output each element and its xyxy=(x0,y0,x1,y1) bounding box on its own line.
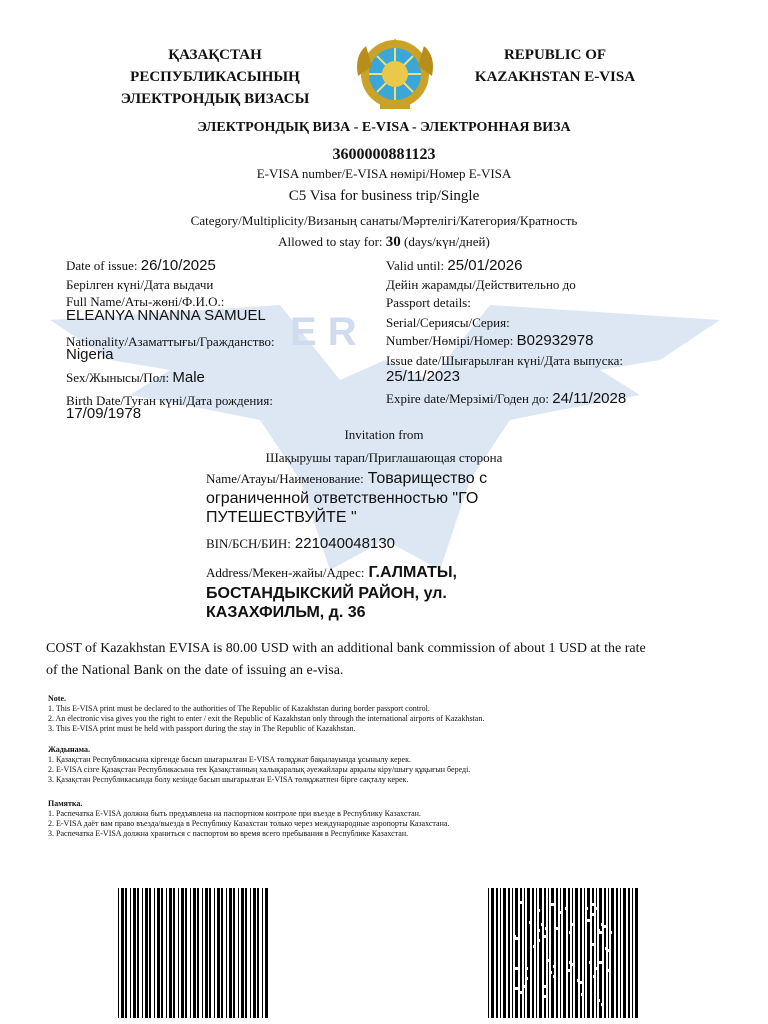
date-of-issue-value: 26/10/2025 xyxy=(140,257,216,274)
address-label: Address/Мекен-жайы/Адрес: xyxy=(206,565,365,580)
bin-label: BIN/БСН/БИН: xyxy=(206,536,291,551)
header-left xyxy=(100,44,330,110)
kazakhstan-state-emblem-icon xyxy=(352,36,438,112)
invitation-from-label: Invitation from xyxy=(344,427,424,442)
passport-number-label: Number/Нөмірі/Номер: xyxy=(386,333,514,348)
address-line: КАЗАХФИЛЬМ, д. 36 xyxy=(206,604,366,621)
birth-date-value: 17/09/1978 xyxy=(66,405,142,422)
header-left-line: ЭЛЕКТРОНДЫҚ ВИЗАСЫ xyxy=(120,91,310,107)
note-item: 1. This E-VISA print must be declared to the authorities of The Republic of Kazakhstan during border passport control. xyxy=(48,704,430,713)
passport-details-label: Passport details: xyxy=(386,295,471,310)
note-item: 2. An electronic visa gives you the right to enter / exit the Republic of Kazakhstan only through the international airports of Kazakhstan. xyxy=(48,714,485,723)
visa-number: 3600000881123 xyxy=(332,146,436,163)
note-heading: Note. xyxy=(48,694,66,703)
bin-value: 221040048130 xyxy=(294,535,396,552)
passport-issue-date-value: 25/11/2023 xyxy=(386,368,460,385)
valid-until-label-ru: Дейін жарамды/Действительно до xyxy=(386,277,576,292)
inviting-party-label: Шақырушы тарап/Приглашающая сторона xyxy=(265,450,503,465)
note-heading: Памятка. xyxy=(48,799,83,808)
sex-value: Male xyxy=(172,369,205,386)
sex-label: Sex/Жынысы/Пол: xyxy=(66,370,170,385)
passport-expire-label: Expire date/Мерзімі/Годен до: xyxy=(386,391,549,406)
date-of-issue xyxy=(66,258,216,274)
header-right-line: KAZAKHSTAN E-VISA xyxy=(474,69,636,85)
address-field xyxy=(206,562,457,584)
note-block-kz xyxy=(48,745,728,785)
header-left-line: ҚАЗАҚСТАН xyxy=(168,47,262,63)
note-item: 3. This E-VISA print must be held with passport during the stay in The Republic of Kazakhstan. xyxy=(48,724,356,733)
visa-type: C5 Visa for business trip/Single xyxy=(288,188,480,204)
note-block-en xyxy=(48,694,728,734)
nationality-label: Nationality/Азаматтығы/Гражданство: xyxy=(66,334,275,349)
valid-until xyxy=(386,258,522,274)
inviting-party-name xyxy=(206,470,546,488)
barcode-right-icon xyxy=(488,888,638,1018)
note-block-ru xyxy=(48,799,728,839)
category-label: Category/Multiplicity/Визаның санаты/Мәртелігі/Категория/Кратность xyxy=(190,213,578,228)
inviting-party-name-line: ограниченной ответственностью "ГО xyxy=(206,490,479,507)
svg-text:E R: E R xyxy=(290,310,357,354)
header-right xyxy=(455,44,655,88)
inviting-party-name-line: ПУТЕШЕСТВУЙТЕ " xyxy=(206,509,357,526)
passport-number xyxy=(386,333,593,349)
note-item: 2. E-VISA сізге Қазақстан Республикасына тек Қазақстанның халықаралық әуежайлары арқылы кіру/шығу құқығын береді. xyxy=(48,765,471,774)
birth-date-label: Birth Date/Туған күні/Дата рождения: xyxy=(66,393,273,408)
inviting-party-name-line: Товарищество с xyxy=(367,470,488,487)
full-name-label: Full Name/Аты-жөні/Ф.И.О.: xyxy=(66,294,225,309)
passport-number-value: B02932978 xyxy=(516,332,594,349)
inviting-party-name-label: Name/Атауы/Наименование: xyxy=(206,471,364,486)
header-right-line: REPUBLIC OF xyxy=(503,47,607,63)
passport-issue-date-label: Issue date/Шығарылған күні/Дата выпуска: xyxy=(386,353,623,368)
document-title: ЭЛЕКТРОНДЫҚ ВИЗА - E-VISA - ЭЛЕКТРОННАЯ ВИЗА xyxy=(197,120,571,135)
cost-line: of the National Bank on the date of issuing an e-visa. xyxy=(46,663,344,678)
stay-duration xyxy=(0,234,768,251)
note-item: 1. Қазақстан Республикасына кіргенде басып шығарылған E-VISA төлқұжат бақылауында ұсынылу керек. xyxy=(48,755,411,764)
date-of-issue-label-ru: Берілген күні/Дата выдачи xyxy=(66,277,214,292)
visa-number-label: E-VISA number/E-VISA нөмірі/Номер E-VISA xyxy=(256,166,512,181)
note-item: 3. Распечатка E-VISA должна храниться с паспортом во время всего пребывания в Республике Казахстан. xyxy=(48,829,409,838)
nationality-value: Nigeria xyxy=(66,346,114,363)
note-item: 2. E-VISA даёт вам право въезда/выезда в Республику Казахстан только через международные аэропорты Казахстана. xyxy=(48,819,450,828)
passport-expire xyxy=(386,391,626,407)
barcode-left-icon xyxy=(118,888,268,1018)
passport-serial-label: Serial/Сериясы/Серия: xyxy=(386,315,510,330)
full-name-value: ELEANYA NNANNA SAMUEL xyxy=(66,307,266,324)
bin-field xyxy=(206,535,395,553)
stay-days: 30 xyxy=(385,234,401,250)
sex-field xyxy=(66,370,205,386)
date-of-issue-label: Date of issue: xyxy=(66,258,138,273)
valid-until-label: Valid until: xyxy=(386,258,445,273)
cost-notice xyxy=(46,638,726,682)
note-item: 1. Распечатка E-VISA должна быть предъявлена на паспортном контроле при въезде в Республику Казахстан. xyxy=(48,809,421,818)
note-item: 3. Қазақстан Республикасында болу кезінде басып шығарылған E-VISA төлқұжатпен бірге сақталу керек. xyxy=(48,775,409,784)
header-left-line: РЕСПУБЛИКАСЫНЫҢ xyxy=(130,69,300,85)
passport-expire-value: 24/11/2028 xyxy=(552,390,627,407)
address-line: БОСТАНДЫКСКИЙ РАЙОН, ул. xyxy=(206,585,447,602)
stay-unit: (days/күн/дней) xyxy=(404,234,490,249)
valid-until-value: 25/01/2026 xyxy=(447,257,523,274)
note-heading: Жадынама. xyxy=(48,745,91,754)
stay-prefix: Allowed to stay for: xyxy=(278,234,383,249)
address-line: Г.АЛМАТЫ, xyxy=(368,564,457,581)
cost-line: COST of Kazakhstan EVISA is 80.00 USD with an additional bank commission of about 1 USD at the rate xyxy=(46,641,646,656)
